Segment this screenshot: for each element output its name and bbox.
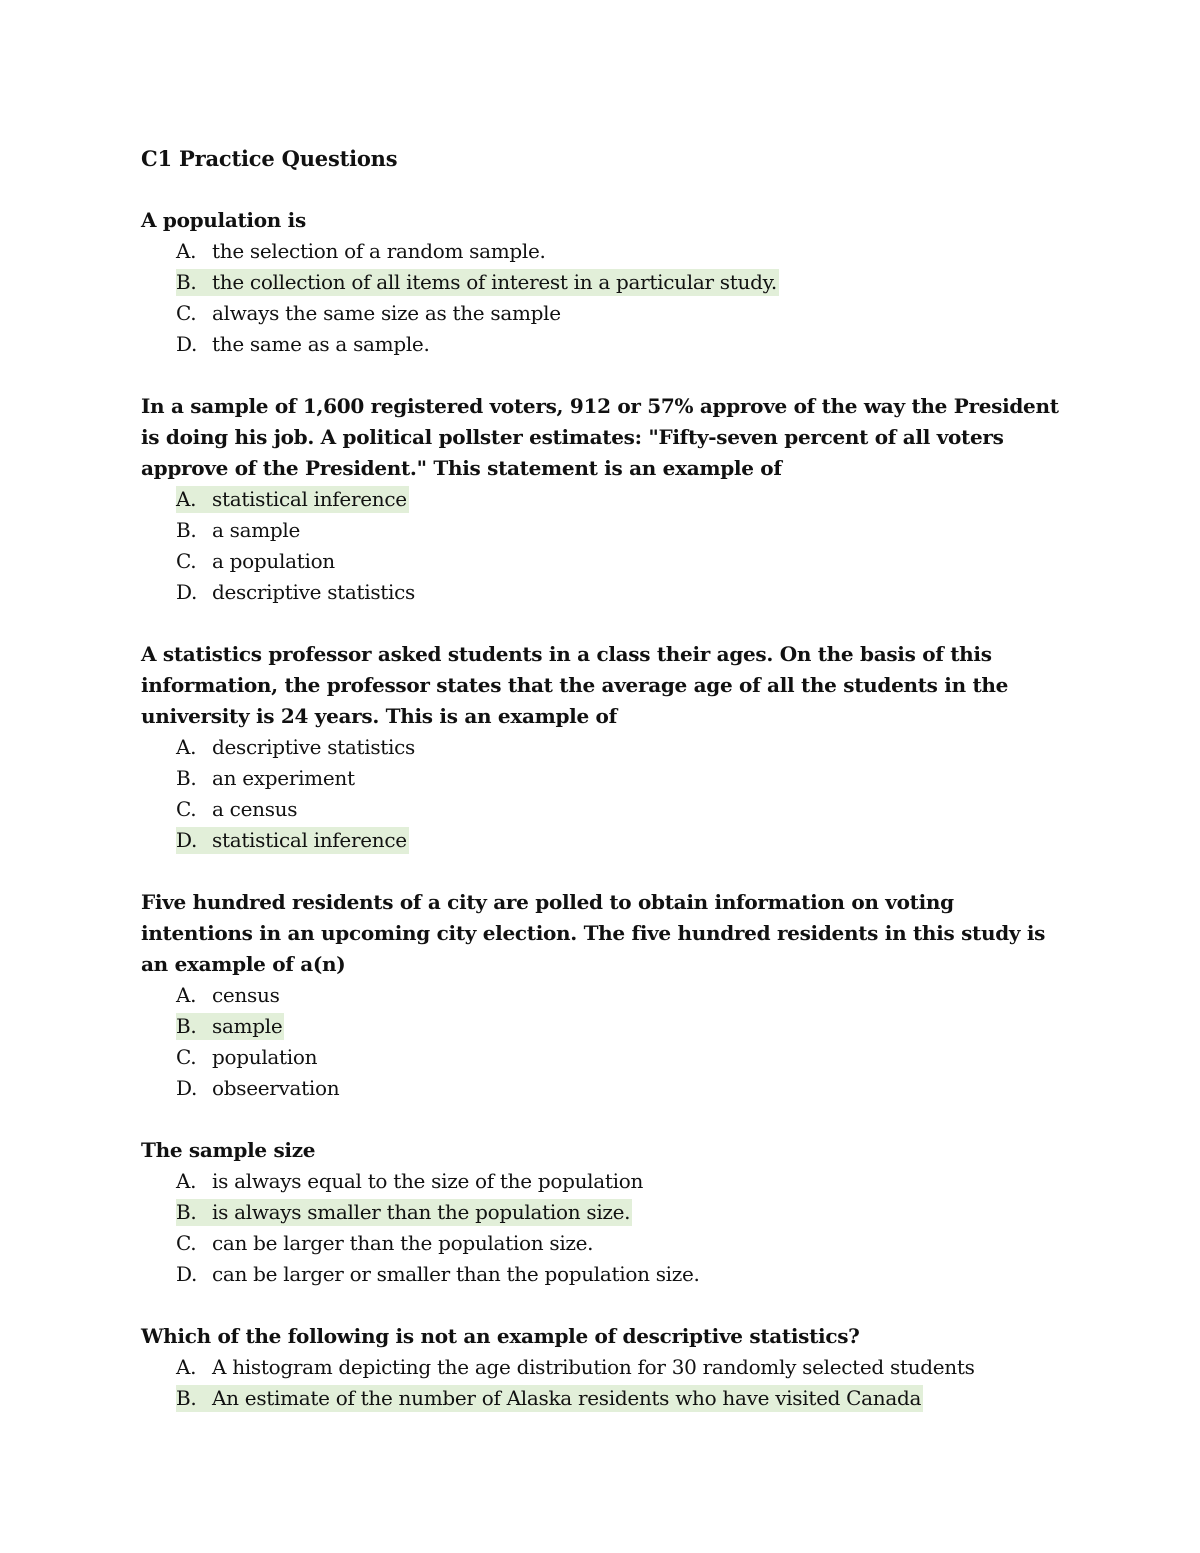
option-letter: A. (176, 1169, 197, 1193)
question-2 (141, 391, 1061, 608)
answer-option (141, 1352, 1061, 1383)
option-letter: D. (176, 1262, 198, 1286)
answer-option (141, 515, 1061, 546)
option-letter: B. (176, 1014, 197, 1038)
option-letter: D. (176, 1076, 198, 1100)
option-text: is always smaller than the population size. (212, 1200, 631, 1224)
option-letter: C. (176, 549, 197, 573)
option-text: obseervation (212, 1076, 340, 1100)
answer-highlight (176, 486, 409, 513)
question-1 (141, 205, 1061, 360)
option-text: a population (212, 549, 335, 573)
answer-options (141, 732, 1061, 856)
option-text: descriptive statistics (212, 735, 416, 759)
option-letter: B. (176, 1386, 197, 1410)
answer-option (141, 1042, 1061, 1073)
option-text: a census (212, 797, 298, 821)
option-letter: C. (176, 797, 197, 821)
answer-text-wrap (176, 331, 432, 358)
answer-text-wrap (176, 548, 337, 575)
answer-text-wrap (176, 238, 548, 265)
option-text: the collection of all items of interest in a particular study. (212, 270, 777, 294)
option-letter: B. (176, 1200, 197, 1224)
question-4 (141, 887, 1061, 1104)
option-text: an experiment (212, 766, 355, 790)
answer-highlight (176, 1013, 284, 1040)
question-stem: In a sample of 1,600 registered voters, 912 or 57% approve of the way the President is doing his job. A political pollster estimates: "Fifty-seven percent of all voters approve of the President." This statement is an example of (141, 394, 1059, 480)
option-text: An estimate of the number of Alaska residents who have visited Canada (212, 1386, 922, 1410)
question-6 (141, 1321, 1061, 1414)
option-text: population (212, 1045, 318, 1069)
answer-option-correct (141, 1383, 1061, 1414)
option-letter: A. (176, 1355, 197, 1379)
option-text: the selection of a random sample. (212, 239, 546, 263)
answer-option (141, 1166, 1061, 1197)
answer-highlight (176, 827, 409, 854)
question-stem: A statistics professor asked students in a class their ages. On the basis of this information, the professor states that the average age of all the students in the university is 24 years. This is an example of (141, 642, 1009, 728)
answer-options (141, 484, 1061, 608)
answer-option (141, 236, 1061, 267)
answer-highlight (176, 1199, 632, 1226)
option-letter: D. (176, 332, 198, 356)
answer-option-correct (141, 267, 1061, 298)
option-letter: C. (176, 1231, 197, 1255)
option-letter: C. (176, 301, 197, 325)
answer-option (141, 298, 1061, 329)
answer-option-correct (141, 825, 1061, 856)
option-text: statistical inference (212, 487, 407, 511)
document-title: C1 Practice Questions (141, 146, 398, 171)
answer-options (141, 1352, 1061, 1414)
option-letter: A. (176, 239, 197, 263)
answer-option (141, 329, 1061, 360)
answer-options (141, 236, 1061, 360)
option-letter: A. (176, 735, 197, 759)
answer-text-wrap (176, 796, 299, 823)
option-text: sample (212, 1014, 283, 1038)
answer-option (141, 732, 1061, 763)
option-letter: B. (176, 270, 197, 294)
document-content (141, 143, 1061, 1414)
option-text: always the same size as the sample (212, 301, 561, 325)
option-letter: A. (176, 983, 197, 1007)
option-text: a sample (212, 518, 301, 542)
answer-text-wrap (176, 579, 417, 606)
option-text: descriptive statistics (212, 580, 416, 604)
option-letter: B. (176, 518, 197, 542)
answer-option (141, 1228, 1061, 1259)
option-letter: A. (176, 487, 197, 511)
answer-text-wrap (176, 765, 357, 792)
question-stem: The sample size (141, 1138, 316, 1162)
answer-text-wrap (176, 1044, 319, 1071)
question-list (141, 205, 1061, 1414)
answer-text-wrap (176, 1230, 595, 1257)
answer-text-wrap (176, 1075, 341, 1102)
answer-option-correct (141, 1011, 1061, 1042)
answer-option (141, 794, 1061, 825)
answer-options (141, 980, 1061, 1104)
answer-text-wrap (176, 1168, 645, 1195)
option-letter: D. (176, 828, 198, 852)
answer-option (141, 577, 1061, 608)
answer-text-wrap (176, 734, 417, 761)
question-stem: Five hundred residents of a city are polled to obtain information on voting intentions in an upcoming city election. The five hundred residents in this study is an example of a(n) (141, 890, 1046, 976)
question-3 (141, 639, 1061, 856)
option-letter: D. (176, 580, 198, 604)
option-letter: C. (176, 1045, 197, 1069)
option-text: can be larger or smaller than the population size. (212, 1262, 700, 1286)
answer-option (141, 980, 1061, 1011)
answer-highlight (176, 1385, 923, 1412)
answer-option (141, 763, 1061, 794)
answer-text-wrap (176, 1261, 702, 1288)
answer-options (141, 1166, 1061, 1290)
question-stem: A population is (141, 208, 306, 232)
answer-text-wrap (176, 1354, 977, 1381)
answer-text-wrap (176, 517, 302, 544)
option-text: A histogram depicting the age distribution for 30 randomly selected students (212, 1355, 975, 1379)
answer-text-wrap (176, 982, 282, 1009)
option-text: can be larger than the population size. (212, 1231, 594, 1255)
option-text: the same as a sample. (212, 332, 430, 356)
option-text: is always equal to the size of the population (212, 1169, 644, 1193)
answer-option-correct (141, 484, 1061, 515)
answer-option (141, 1259, 1061, 1290)
answer-option (141, 546, 1061, 577)
answer-option (141, 1073, 1061, 1104)
option-text: census (212, 983, 280, 1007)
answer-option-correct (141, 1197, 1061, 1228)
answer-text-wrap (176, 300, 563, 327)
question-5 (141, 1135, 1061, 1290)
answer-highlight (176, 269, 779, 296)
question-stem: Which of the following is not an example of descriptive statistics? (141, 1324, 860, 1348)
option-letter: B. (176, 766, 197, 790)
option-text: statistical inference (212, 828, 407, 852)
